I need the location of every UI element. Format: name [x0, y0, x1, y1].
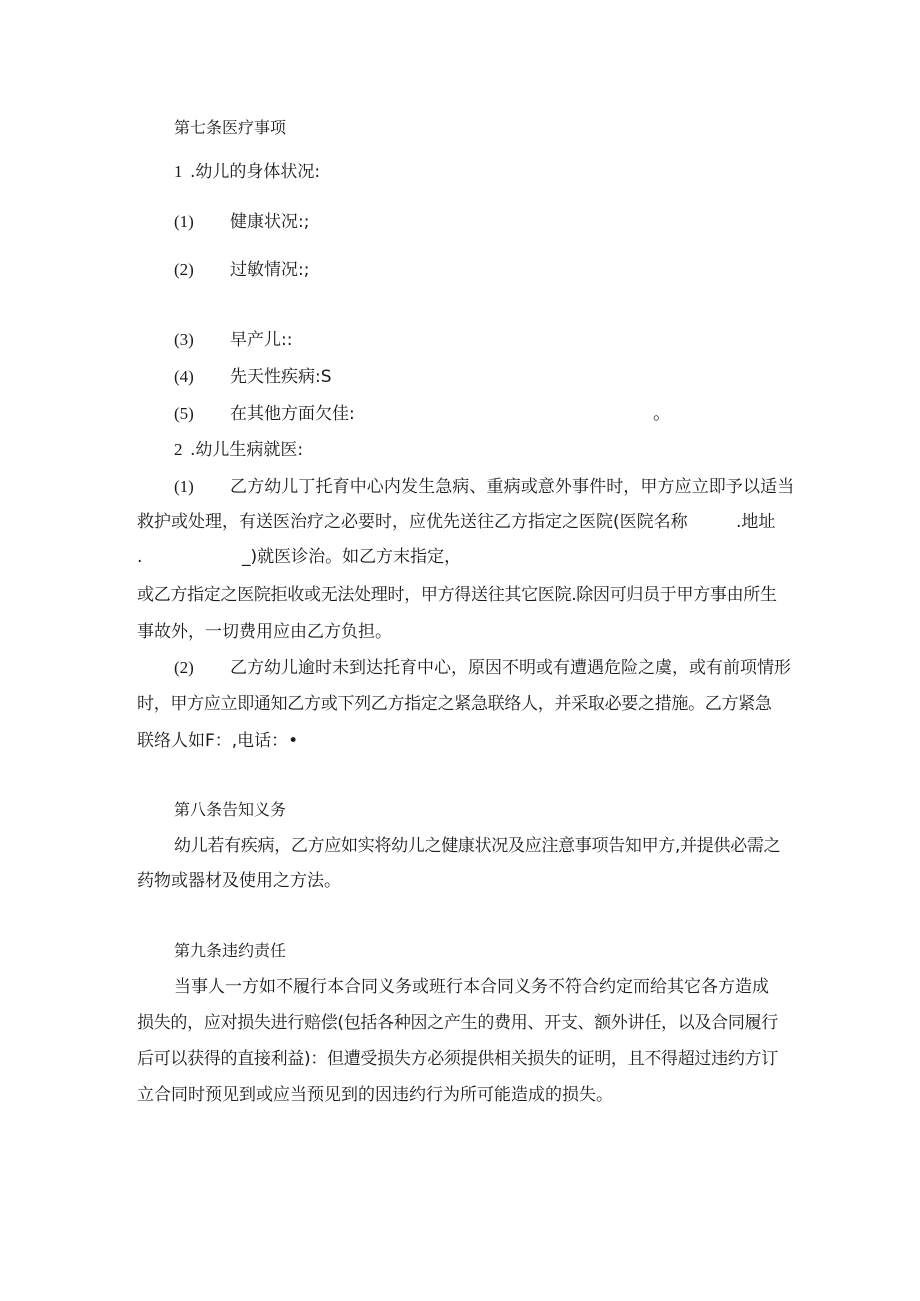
article9-line1: 当事人一方如不履行本合同义务或班行本合同义务不符合约定而给其它各方造成	[174, 977, 769, 997]
para1-line2-address: .地址	[736, 512, 776, 532]
article8-heading: 第八条告知义务	[174, 800, 287, 819]
article9-line4: 立合同时预见到或应当预见到的因违约行为所可能造成的损失。	[137, 1085, 613, 1105]
sub2-label: 过敏情况:;	[230, 260, 310, 280]
para1-line4: 或乙方指定之医院拒收或无法处理时，甲方得送往其它医院.除因可归员于甲方事由所生	[137, 585, 777, 605]
para1-line5: 事故外，一切费用应由乙方负担。	[137, 622, 392, 642]
item2-label: .幼儿生病就医:	[190, 440, 304, 460]
item2-number: 2	[174, 440, 183, 459]
para1-line1: 乙方幼儿丁托育中心内发生急病、重病或意外事件时，甲方应立即予以适当	[230, 477, 795, 497]
article7-heading: 第七条医疗事项	[174, 118, 287, 137]
para2-line3: 联络人如F：,电话：•	[137, 731, 299, 751]
item1-number: 1	[174, 162, 183, 181]
para1-line3: _)就医诊治。如乙方末指定，	[242, 547, 462, 567]
sub5-number: (5)	[174, 404, 194, 423]
sub4-label: 先天性疾病:S	[230, 367, 332, 387]
sub1-label: 健康状况:;	[230, 212, 310, 232]
sub3-number: (3)	[174, 330, 194, 349]
article8-line2: 药物或器材及使用之方法。	[137, 871, 341, 891]
para2-number: (2)	[174, 658, 194, 677]
sub1-number: (1)	[174, 212, 194, 231]
sub4-number: (4)	[174, 367, 194, 386]
sub2-number: (2)	[174, 260, 194, 279]
para1-line2: 救护或处理，有送医治疗之必要时，应优先送往乙方指定之医院(医院名称	[137, 512, 688, 532]
sub3-label: 早产儿::	[230, 330, 293, 350]
para1-number: (1)	[174, 477, 194, 496]
article9-heading: 第九条违约责任	[174, 941, 287, 960]
item1-label: .幼儿的身体状况:	[190, 162, 321, 182]
para2-line1: 乙方幼儿逾时未到达托育中心，原因不明或有遭遇危险之虞，或有前项情形	[230, 658, 791, 678]
para2-line2: 时，甲方应立即通知乙方或下列乙方指定之紧急联络人，并采取必要之措施。乙方紧急	[137, 694, 772, 714]
sub5-label: 在其他方面欠佳:	[230, 404, 355, 424]
sub5-end-mark: 。	[653, 403, 671, 424]
article9-line3: 后可以获得的直接利益)：但遭受损失方必须提供相关损失的证明，且不得超过违约方订	[137, 1049, 778, 1069]
article9-line2: 损失的，应对损失进行赔偿(包括各种因之产生的费用、开支、额外讲任，以及合同履行	[137, 1013, 778, 1033]
para1-line3-dot: .	[137, 547, 143, 567]
article8-line1: 幼儿若有疾病，乙方应如实将幼儿之健康状况及应注意事项告知甲方,并提供必需之	[174, 836, 781, 856]
